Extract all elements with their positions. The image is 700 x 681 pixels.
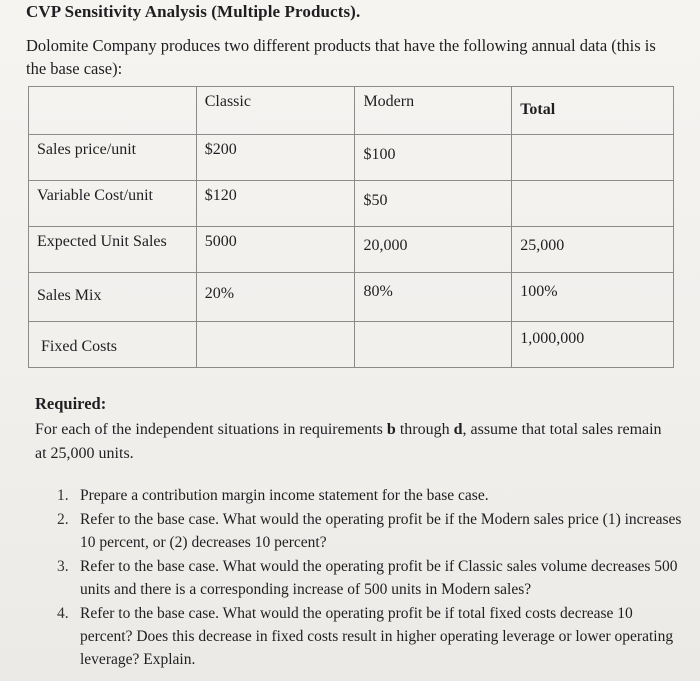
list-item: 3. Refer to the base case. What would the operating profit be if Classic sales volume decreases 500 units and there is a corresponding increase of 500 units in Modern sales? xyxy=(57,558,678,598)
table-row xyxy=(29,322,674,368)
row-label-cell: Fixed Costs xyxy=(29,322,197,368)
list-item: 2. Refer to the base case. What would the operating profit be if the Modern sales price (1) increases 10 percent, or (2) decreases 10 percent? xyxy=(57,511,682,551)
table-cell: $100 xyxy=(355,135,512,181)
required-instructions: For each of the independent situations in requirements b through d, assume that total sales remain at 25,000 units. xyxy=(35,421,662,462)
requirements-list xyxy=(57,484,682,672)
table-cell: $200 xyxy=(196,135,355,181)
header-cell-modern: Modern xyxy=(355,87,512,135)
bold-b: b xyxy=(386,421,396,438)
problem-title: CVP Sensitivity Analysis (Multiple Products). xyxy=(26,2,361,21)
table-cell: 20% xyxy=(196,273,355,322)
table-header-row xyxy=(29,87,674,135)
intro-paragraph: Dolomite Company produces two different products that have the following annual data (this is the base case): xyxy=(26,36,656,78)
list-item: 1. Prepare a contribution margin income statement for the base case. xyxy=(57,487,489,504)
header-cell-total: Total xyxy=(512,87,674,135)
required-heading: Required: xyxy=(35,394,107,413)
row-label-cell: Variable Cost/unit xyxy=(29,181,197,227)
bold-d: d xyxy=(453,421,463,438)
product-data-table xyxy=(28,86,674,368)
row-label-cell: Expected Unit Sales xyxy=(29,227,197,273)
table-cell xyxy=(512,135,674,181)
table-row xyxy=(29,227,674,273)
header-cell-classic: Classic xyxy=(196,87,355,135)
table-cell: $120 xyxy=(196,181,355,227)
table-row xyxy=(29,181,674,227)
table-row xyxy=(29,273,674,322)
table-cell: 5000 xyxy=(196,227,355,273)
table-cell: 1,000,000 xyxy=(512,322,674,368)
table-cell xyxy=(355,322,512,368)
table-cell: 20,000 xyxy=(355,227,512,273)
header-cell-blank xyxy=(29,87,197,135)
table-cell: 100% xyxy=(512,273,674,322)
table-cell: 25,000 xyxy=(512,227,674,273)
list-item: 4. Refer to the base case. What would the operating profit be if total fixed costs decrease 10 percent? Does this decrease in fixed costs result in higher operating leverage or lower operating leverage? Explain. xyxy=(57,605,674,668)
table-cell xyxy=(196,322,355,368)
row-label-cell: Sales price/unit xyxy=(29,135,197,181)
table-row xyxy=(29,135,674,181)
row-label-cell: Sales Mix xyxy=(29,273,197,322)
table-cell xyxy=(512,181,674,227)
table-cell: 80% xyxy=(355,273,512,322)
table-cell: $50 xyxy=(355,181,512,227)
